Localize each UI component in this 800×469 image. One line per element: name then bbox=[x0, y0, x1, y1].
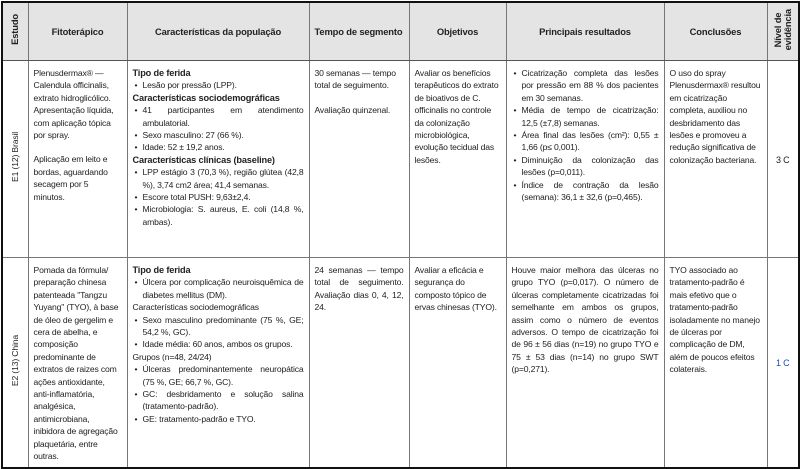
conclusoes-cell: TYO associado ao tratamento-padrão é mais efetivo que o tratamento-padrão isoladamente no manejo de úlceras por complicação de DM, além de poucos efeitos colaterais. bbox=[664, 258, 767, 468]
populacao-cell: Tipo de ferida • Úlcera por complicação neuroisquêmica de diabetes mellitus (DM). Características sociodemográficas • Sexo masculino predominante (75 %, GE; 54,2 %, GC). • Idade média: 60 anos, ambos os grupos. Grupos (n=48, 24/24) • Úlceras predominantemente neuropática (75 %, GE; 66,7 %, GC). • GC: desbridamento e solução salina (tratamento-padrão). • GE: tratamento-padrão e TYO. bbox=[127, 258, 309, 468]
header-populacao: Características da população bbox=[127, 2, 309, 61]
study-id: E1 (12) Brasil bbox=[2, 61, 28, 258]
populacao-cell: Tipo de ferida • Lesão por pressão (LPP). Características sociodemográficas • 41 participantes em atendimento ambulatorial. • Sexo masculino: 27 (66 %). • Idade: 52 ± 19,2 anos. Características clínicas (baseline) • LPP estágio 3 (70,3 %), região glútea (42,8 %), 3,74 cm2 área; 41,4 semanas. • Escore total PUSH: 9,63±2,4. • Microbiologia: S. aureus, E. coli (14,8 %, ambas). bbox=[127, 61, 309, 258]
study-id: E2 (13) China bbox=[2, 258, 28, 468]
fitoterapico-cell: Plenusdermax® — Calendula officinalis, extrato hidroglicólico. Apresentação líquida, com aplicação tópica por spray. Aplicação em leito e bordas, aguardando secagem por 5 minutos. bbox=[28, 61, 127, 258]
header-nivel: Nível de evidência bbox=[767, 2, 799, 61]
header-objetivos: Objetivos bbox=[409, 2, 506, 61]
evidence-level: 3 C bbox=[767, 61, 799, 258]
table-row bbox=[2, 61, 799, 258]
header-estudo: Estudo bbox=[2, 2, 28, 61]
objetivos-cell: Avaliar os benefícios terapêuticos do extrato de bioativos de C. officinalis no controle da colonização microbiológica, evolução tecidual das lesões. bbox=[409, 61, 506, 258]
fitoterapico-cell: Pomada da fórmula/ preparação chinesa patenteada "Tangzu Yuyang" (TYO), à base de óleo de gergelim e cera de abelha, e composição predominante de extratos de raizes com ações antioxidante, anti-inflamatória, analgésica, antimicrobiana, inibidora de agregação plaquetária, entre outras. bbox=[28, 258, 127, 468]
tempo-cell: 30 semanas — tempo total de seguimento. Avaliação quinzenal. bbox=[309, 61, 409, 258]
header-resultados: Principais resultados bbox=[506, 2, 664, 61]
evidence-level: 1 C bbox=[767, 258, 799, 468]
tempo-cell: 24 semanas — tempo total de seguimento. Avaliação dias 0, 4, 12, 24. bbox=[309, 258, 409, 468]
header-tempo: Tempo de segmento bbox=[309, 2, 409, 61]
header-conclusoes: Conclusões bbox=[664, 2, 767, 61]
conclusoes-cell: O uso do spray Plenusdermax® resultou em cicatrização completa, auxiliou no desbridamento das lesões e promoveu a redução significativa de colonização bacteriana. bbox=[664, 61, 767, 258]
header-fitoterapico: Fitoterápico bbox=[28, 2, 127, 61]
objetivos-cell: Avaliar a eficácia e segurança do composto tópico de ervas chinesas (TYO). bbox=[409, 258, 506, 468]
resultados-cell: Houve maior melhora das úlceras no grupo TYO (p=0,017). O número de úlceras completamente cicatrizadas foi semelhante em ambos os grupos, assim como o número de eventos adversos. O tempo de cicatrização foi de 96 ± 56 dias (n=19) no grupo TYO e 75 ± 53 dias (n=14) no grupo SWT (p=0,271). bbox=[506, 258, 664, 468]
table-row bbox=[2, 258, 799, 468]
studies-table bbox=[1, 1, 800, 469]
resultados-cell: • Cicatrização completa das lesões por pressão em 88 % dos pacientes em 30 semanas. • Média de tempo de cicatrização: 12,5 (±7,8) semanas. • Área final das lesões (cm²): 0,55 ± 1,66 (p≤ 0,001). • Diminuição da colonização das lesões (p=0,011). • Índice de contração da lesão (semana): 36,1 ± 32,6 (p=0,465). bbox=[506, 61, 664, 258]
header-row bbox=[2, 2, 799, 61]
